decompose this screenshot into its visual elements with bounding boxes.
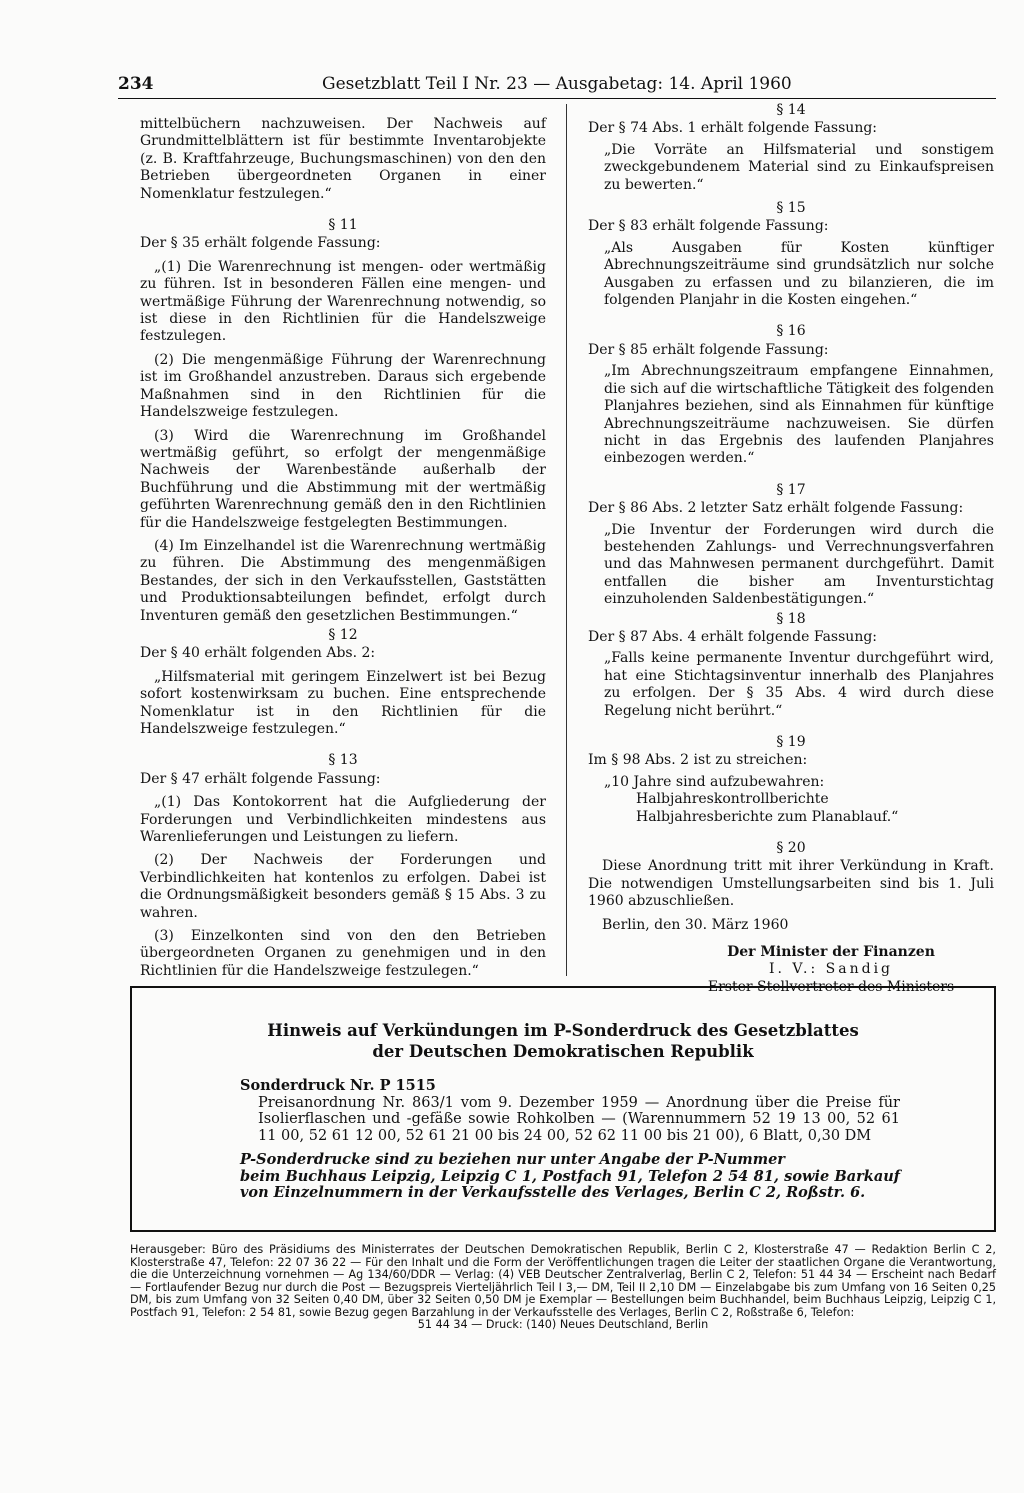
page-header	[118, 72, 996, 99]
quote: „Die Inventur der Forderungen wird durch die bestehenden Zahlungs- und Verrechnungsverfahren und das Mahnwesen permanent durchgeführt. Damit entfallen die bisher am Inventurstichtag einzuholenden Saldenbestätigungen.“	[604, 521, 994, 608]
date-line: Berlin, den 30. März 1960	[602, 916, 789, 933]
list-line: „10 Jahre sind aufzubewahren:	[604, 773, 825, 790]
paragraph: „(1) Das Kontokorrent hat die Aufgliederung der Forderungen und Verbindlichkeiten mindestens aus Warenlieferungen und Leistungen zu liefern.	[140, 794, 546, 846]
notice-heading: Sonderdruck Nr. P 1515	[240, 1077, 436, 1094]
paragraph: (3) Einzelkonten sind von den den Betrieben übergeordneten Organen zu genehmigen und in den Richtlinien für die Handelszweige festzulegen.“	[140, 928, 546, 979]
section-intro: Der § 83 erhält folgende Fassung:	[588, 218, 829, 235]
section-heading: § 14	[776, 102, 806, 118]
notice-content	[240, 1078, 900, 1202]
section-intro: Der § 35 erhält folgende Fassung:	[140, 235, 381, 252]
section-heading: § 11	[328, 217, 358, 234]
quote: „Falls keine permanente Inventur durchgeführt wird, hat eine Stichtagsinventur innerhalb des Planjahres zu erfolgen. Der § 35 Abs. 4 wird durch diese Regelung nicht berührt.“	[604, 650, 994, 719]
quote: „Im Abrechnungszeitraum empfangene Einnahmen, die sich auf die wirtschaftliche Tätigkeit des folgenden Planjahres beziehen, sind als Einnahmen für künftige Abrechnungszeiträume nachzuweisen. Sie dürfen nicht in das Ergebnis des laufenden Planjahres einbezogen werden.“	[604, 363, 995, 467]
list-line: Halbjahresberichte zum Planablauf.“	[636, 808, 899, 825]
notice-text: Preisanordnung Nr. 863/1 vom 9. Dezember 1959 — Anordnung über die Preise für Isolierflaschen und -gefäße sowie Rohkolben — (Warennummern 52 19 13 00, 52 61 11 00, 52 61 12 00, 52 61 21 00 bis 24 00, 52 62 11 00 bis 21 00), 6 Blatt, 0,30 DM	[258, 1094, 900, 1144]
header-title: Gesetzblatt Teil I Nr. 23 — Ausgabetag: 14. April 1960	[322, 74, 792, 94]
section-intro: Der § 47 erhält folgende Fassung:	[140, 770, 381, 787]
paragraph: Diese Anordnung tritt mit ihrer Verkündung in Kraft. Die notwendigen Umstellungsarbeiten sind bis 1. Juli 1960 abzuschließen.	[588, 858, 994, 910]
section-heading: § 16	[776, 323, 806, 340]
paragraph: (4) Im Einzelhandel ist die Warenrechnung wertmäßig zu führen. Die Abstimmung des mengenmäßigen Bestandes, der sich in den Verkaufsstellen, Gaststätten und Produktionsabteilungen befindet, erfolgt durch Inventuren gemäß den gesetzlichen Bestimmungen.“	[140, 537, 546, 624]
list-line: Halbjahreskontrollberichte	[636, 791, 829, 808]
notice-title	[132, 1020, 994, 1062]
section-intro: Der § 86 Abs. 2 letzter Satz erhält folgende Fassung:	[588, 500, 964, 517]
impressum-text: Herausgeber: Büro des Präsidiums des Ministerrates der Deutschen Demokratischen Republik, Berlin C 2, Klosterstraße 47 — Redaktion Berlin C 2, Klosterstraße 47, Telefon: 22 07 36 22 — Für den Inhalt und die Form der Veröffentlichungen tragen die Leiter der staatlichen Organe die Verantwortung, die die Unterzeichnung vornehmen — Ag 134/60/DDR — Verlag: (4) VEB Deutscher Zentralverlag, Berlin C 2, Telefon: 51 44 34 — Erscheint nach Bedarf — Fortlaufender Bezug nur durch die Post — Bezugspreis Vierteljährlich Teil I 3,— DM, Teil II 2,10 DM — Einzelabgabe bis zum Umfang von 16 Seiten 0,25 DM, bis zum Umfang von 32 Seiten 0,40 DM, über 32 Seiten 0,50 DM je Exemplar — Bestellungen beim Buchhandel, beim Buchhaus Leipzig, Leipzig C 1, Postfach 91, Telefon: 2 54 81, sowie Bezug gegen Barzahlung in der Verkaufsstelle des Verlages, Berlin C 2, Roßstraße 6, Telefon:	[130, 1243, 996, 1319]
right-column	[588, 102, 995, 996]
left-column	[140, 116, 546, 980]
signature-organisation: Der Minister der Finanzen	[727, 944, 935, 961]
section-intro: Der § 87 Abs. 4 erhält folgende Fassung:	[588, 628, 878, 645]
section-intro: Der § 85 erhält folgende Fassung:	[588, 341, 829, 358]
quote: „Die Vorräte an Hilfsmaterial und sonstigem zweckgebundenem Material sind zu Einkaufspreisen zu bewerten.“	[604, 141, 994, 193]
notice-title-line: der Deutschen Demokratischen Republik	[372, 1042, 754, 1061]
section-heading: § 19	[776, 734, 806, 750]
section-heading: § 18	[776, 610, 806, 627]
section-heading: § 13	[328, 752, 358, 769]
quote: „Als Ausgaben für Kosten künftiger Abrechnungszeiträume sind grundsätzlich nur solche Ausgaben zu erfassen und zu bilanzieren, die im folgenden Planjahr in die Kosten eingehen.“	[604, 239, 994, 309]
paragraph: „(1) Die Warenrechnung ist mengen- oder wertmäßig zu führen. Ist in besonderen Fällen eine mengen- und wertmäßige Führung der Warenrechnung notwendig, so ist diese in den Richtlinien für die Handelszweige festzulegen.	[140, 258, 546, 345]
paragraph: „Hilfsmaterial mit geringem Einzelwert ist bei Bezug sofort kostenwirksam zu buchen. Eine entsprechende Nomenklatur ist in den Richtlinien für die Handelszweige festzulegen.“	[140, 668, 546, 737]
paragraph: (2) Die mengenmäßige Führung der Warenrechnung ist im Großhandel anzustreben. Daraus sich ergebende Maßnahmen sind in den Richtlinien für die Handelszweige festzulegen.	[140, 351, 546, 421]
section-heading: § 17	[776, 481, 806, 498]
column-divider	[566, 104, 567, 976]
page-number: 234	[118, 74, 154, 94]
notice-box	[130, 986, 996, 1232]
impressum-last-line: 51 44 34 — Druck: (140) Neues Deutschland, Berlin	[417, 1318, 709, 1331]
section-intro: Der § 40 erhält folgenden Abs. 2:	[140, 645, 376, 662]
impressum	[130, 1244, 996, 1332]
section-heading: § 12	[328, 626, 358, 643]
signature-role: Erster Stellvertreter des Ministers	[707, 978, 955, 995]
order-info: P-Sonderdrucke sind zu beziehen nur unter Angabe der P-Nummer	[240, 1151, 785, 1168]
section-intro: Im § 98 Abs. 2 ist zu streichen:	[588, 752, 808, 769]
paragraph: mittelbüchern nachzuweisen. Der Nachweis auf Grundmittelblättern ist für bestimmte Inventarobjekte (z. B. Kraftfahrzeuge, Buchungsmaschinen) von den den Betrieben übergeordneten Organen in einer Nomenklatur festzulegen.“	[140, 116, 546, 202]
signature-name: I. V.: Sandig	[768, 961, 894, 978]
section-intro: Der § 74 Abs. 1 erhält folgende Fassung:	[588, 120, 878, 137]
section-heading: § 20	[776, 840, 806, 857]
notice-title-line: Hinweis auf Verkündungen im P-Sonderdruck des Gesetzblattes	[267, 1021, 859, 1040]
order-info: beim Buchhaus Leipzig, Leipzig C 1, Postfach 91, Telefon 2 54 81, sowie Barkauf von Einzelnummern in der Verkaufsstelle des Verlages, Berlin C 2, Roßstr. 6.	[240, 1167, 900, 1201]
section-heading: § 15	[776, 200, 806, 217]
paragraph: (3) Wird die Warenrechnung im Großhandel wertmäßig geführt, so erfolgt der mengenmäßige Nachweis der Warenbestände außerhalb der Buchführung und die Abstimmung mit der wertmäßig geführten Warenrechnung gemäß den in den Richtlinien für die Handelszweige festgelegten Bestimmungen.	[140, 427, 546, 531]
paragraph: (2) Der Nachweis der Forderungen und Verbindlichkeiten hat kontenlos zu erfolgen. Dabei ist die Ordnungsmäßigkeit besonders gemäß § 15 Abs. 3 zu wahren.	[140, 852, 546, 921]
